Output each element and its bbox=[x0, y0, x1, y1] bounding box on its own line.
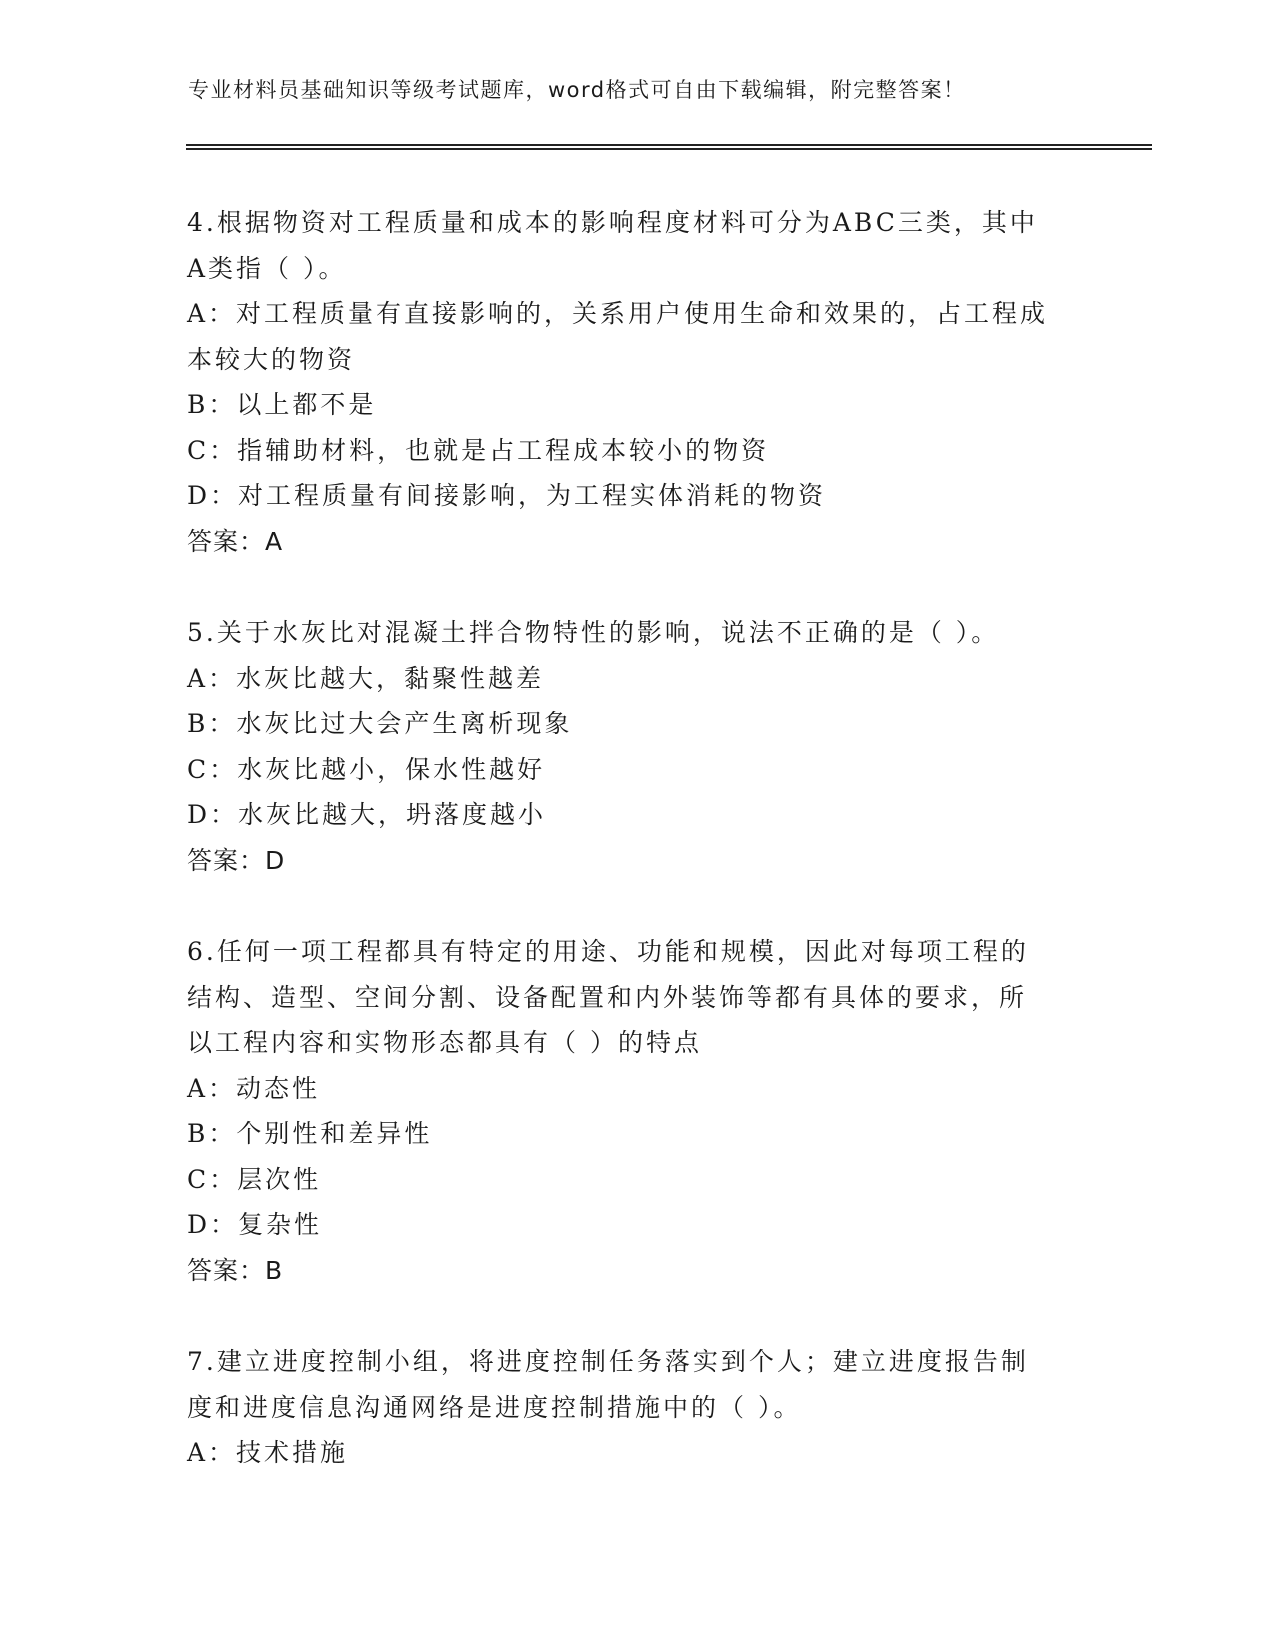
option-d: D：复杂性 bbox=[187, 1210, 323, 1239]
option-c: C：指辅助材料，也就是占工程成本较小的物资 bbox=[187, 435, 770, 465]
question-stem-line: 4.根据物资对工程质量和成本的影响程度材料可分为ABC三类，其中 bbox=[187, 208, 1038, 237]
question-stem-line: 5.关于水灰比对混凝土拌合物特性的影响，说法不正确的是（ ）。 bbox=[187, 618, 1000, 647]
option-c: C：层次性 bbox=[187, 1164, 322, 1194]
option-a: A：动态性 bbox=[187, 1073, 321, 1103]
question-4 bbox=[187, 200, 1087, 564]
question-stem-line: 以工程内容和实物形态都具有（ ）的特点 bbox=[187, 1028, 702, 1057]
answer-line: 答案：A bbox=[187, 526, 284, 556]
header-double-rule bbox=[186, 144, 1152, 150]
question-stem-line: 7.建立进度控制小组，将进度控制任务落实到个人；建立进度报告制 bbox=[187, 1347, 1029, 1376]
option-b: B：水灰比过大会产生离析现象 bbox=[187, 709, 573, 738]
question-stem-line: 6.任何一项工程都具有特定的用途、功能和规模，因此对每项工程的 bbox=[187, 937, 1029, 966]
question-6 bbox=[187, 929, 1087, 1293]
option-a: A：技术措施 bbox=[187, 1438, 349, 1467]
question-7 bbox=[187, 1339, 1087, 1476]
option-b: B：以上都不是 bbox=[187, 390, 377, 419]
option-a: A：水灰比越大，黏聚性越差 bbox=[187, 663, 545, 693]
answer-line: 答案：B bbox=[187, 1255, 284, 1285]
question-5 bbox=[187, 610, 1087, 883]
answer-line: 答案：D bbox=[187, 845, 286, 875]
option-d: D：对工程质量有间接影响，为工程实体消耗的物资 bbox=[187, 481, 827, 510]
option-b: B：个别性和差异性 bbox=[187, 1119, 433, 1148]
question-stem-line: A类指（ ）。 bbox=[187, 253, 347, 283]
option-a-continued: 本较大的物资 bbox=[187, 344, 356, 374]
option-c: C：水灰比越小，保水性越好 bbox=[187, 754, 546, 784]
question-list bbox=[187, 200, 1087, 1522]
question-stem-line: 结构、造型、空间分割、设备配置和内外装饰等都有具体的要求，所 bbox=[187, 982, 1028, 1012]
option-d: D：水灰比越大，坍落度越小 bbox=[187, 800, 547, 829]
question-stem-line: 度和进度信息沟通网络是进度控制措施中的（ ）。 bbox=[187, 1392, 802, 1422]
page-header: 专业材料员基础知识等级考试题库，word格式可自由下载编辑，附完整答案！ bbox=[188, 78, 966, 102]
option-a: A：对工程质量有直接影响的，关系用户使用生命和效果的，占工程成 bbox=[187, 299, 1049, 328]
